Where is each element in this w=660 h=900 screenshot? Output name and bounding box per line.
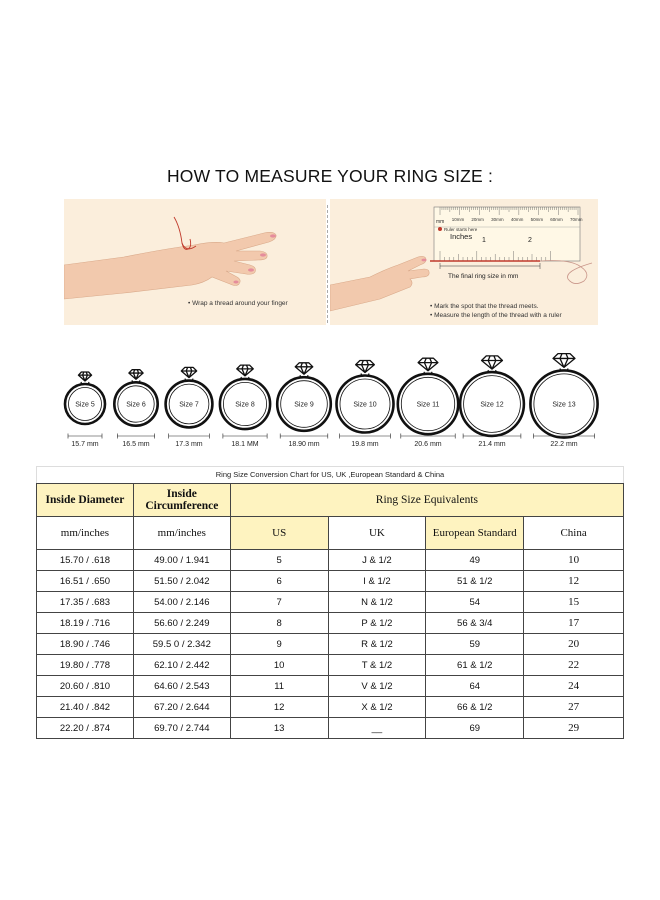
cell-china: 17: [524, 613, 624, 634]
ring-size-label: Size 7: [179, 401, 199, 409]
cell-uk: R & 1/2: [328, 634, 426, 655]
diamond-icon: [237, 365, 254, 376]
ring-item: [460, 356, 524, 448]
mark-spot-caption: • Mark the spot that the thread meets.: [430, 303, 539, 310]
ring-diameter-label: 18.1 MM: [231, 441, 259, 448]
header-china: China: [524, 517, 624, 550]
diamond-icon: [356, 361, 375, 373]
cell-circumference: 59.5 0 / 2.342: [133, 634, 230, 655]
ring-item: [220, 365, 270, 448]
ring-diameter-label: 22.2 mm: [550, 441, 578, 448]
ruler-mm-label: 40mm: [510, 217, 524, 222]
ruler-mm-label: 60mm: [550, 217, 563, 222]
ring-item: [166, 367, 213, 448]
cell-circumference: 62.10 / 2.442: [133, 655, 230, 676]
header-us: US: [230, 517, 328, 550]
cell-us: 9: [230, 634, 328, 655]
cell-diameter: 15.70 / .618: [37, 550, 134, 571]
cell-china: 22: [524, 655, 624, 676]
cell-us: 13: [230, 718, 328, 739]
cell-uk: __: [328, 718, 426, 739]
diamond-icon: [418, 358, 438, 371]
cell-uk: J & 1/2: [328, 550, 426, 571]
ruler-mm-label: 70mm: [570, 217, 583, 222]
cell-us: 5: [230, 550, 328, 571]
cell-us: 8: [230, 613, 328, 634]
ruler-mm-label: 30mm: [491, 217, 504, 222]
ring-diameter-label: 20.6 mm: [414, 441, 442, 448]
ruler-inch-unit: Inches: [450, 232, 473, 241]
dimension-line: [169, 434, 210, 439]
table-row: [37, 550, 624, 571]
cell-china: 24: [524, 676, 624, 697]
ring-size-label: Size 13: [552, 401, 576, 409]
dimension-line: [280, 434, 328, 439]
table-row: [37, 676, 624, 697]
cell-circumference: 67.20 / 2.644: [133, 697, 230, 718]
diamond-icon: [553, 354, 575, 368]
ring-size-table: [36, 483, 624, 739]
cell-uk: T & 1/2: [328, 655, 426, 676]
ring-size-row: [0, 340, 660, 455]
ruler-inch-label-1: 1: [482, 237, 486, 244]
cell-european: 66 & 1/2: [426, 697, 524, 718]
ruler-mm-label: 50mm: [530, 217, 544, 222]
panel-divider: [327, 205, 328, 323]
cell-diameter: 21.40 / .842: [37, 697, 134, 718]
ring-item: [337, 361, 394, 449]
cell-diameter: 19.80 / .778: [37, 655, 134, 676]
ring-diameter-label: 18.90 mm: [288, 441, 320, 448]
cell-diameter: 17.35 / .683: [37, 592, 134, 613]
cell-european: 59: [426, 634, 524, 655]
table-row: [37, 718, 624, 739]
header-inside-diameter: Inside Diameter: [37, 484, 134, 517]
cell-circumference: 51.50 / 2.042: [133, 571, 230, 592]
ruler-inch-label-2: 2: [528, 237, 532, 244]
page-title: HOW TO MEASURE YOUR RING SIZE :: [166, 166, 494, 186]
ring-item: [530, 354, 597, 448]
cell-european: 64: [426, 676, 524, 697]
dimension-line: [463, 434, 521, 439]
cell-uk: V & 1/2: [328, 676, 426, 697]
cell-circumference: 49.00 / 1.941: [133, 550, 230, 571]
wrap-thread-panel: [64, 199, 326, 325]
cell-uk: N & 1/2: [328, 592, 426, 613]
cell-uk: X & 1/2: [328, 697, 426, 718]
measure-thread-caption: • Measure the length of the thread with a ruler: [430, 312, 562, 319]
cell-uk: I & 1/2: [328, 571, 426, 592]
cell-china: 27: [524, 697, 624, 718]
ring-diameter-label: 19.8 mm: [351, 441, 379, 448]
dimension-line: [117, 434, 154, 439]
cell-diameter: 16.51 / .650: [37, 571, 134, 592]
table-row: [37, 613, 624, 634]
cell-diameter: 22.20 / .874: [37, 718, 134, 739]
ring-size-illustrations: [0, 340, 660, 455]
ring-item: [114, 370, 157, 448]
ring-size-label: Size 6: [126, 401, 146, 409]
cell-china: 10: [524, 550, 624, 571]
cell-european: 54: [426, 592, 524, 613]
ring-diameter-label: 15.7 mm: [71, 441, 99, 448]
ring-size-label: Size 5: [75, 401, 95, 409]
cell-diameter: 20.60 / .810: [37, 676, 134, 697]
dimension-line: [223, 434, 267, 439]
cell-china: 12: [524, 571, 624, 592]
ring-item: [277, 363, 331, 448]
table-row: [37, 634, 624, 655]
table-row: [37, 697, 624, 718]
dimension-line: [340, 434, 391, 439]
header-inside-circumference: Inside Circumference: [133, 484, 230, 517]
cell-us: 11: [230, 676, 328, 697]
cell-circumference: 54.00 / 2.146: [133, 592, 230, 613]
diamond-icon: [129, 370, 143, 380]
table-row: [37, 571, 624, 592]
ruler-mm-label: 10mm: [451, 217, 465, 222]
cell-us: 7: [230, 592, 328, 613]
table-row: [37, 655, 624, 676]
cell-diameter: 18.90 / .746: [37, 634, 134, 655]
header-ring-size-equivalents: Ring Size Equivalents: [230, 484, 623, 517]
cell-diameter: 18.19 / .716: [37, 613, 134, 634]
table-row: [37, 592, 624, 613]
chart-caption: Ring Size Conversion Chart for US, UK ,European Standard & China: [36, 466, 624, 483]
cell-european: 56 & 3/4: [426, 613, 524, 634]
cell-us: 10: [230, 655, 328, 676]
table-body: [37, 550, 624, 739]
cell-european: 61 & 1/2: [426, 655, 524, 676]
header-european: European Standard: [426, 517, 524, 550]
diamond-icon: [181, 367, 196, 377]
cell-china: 20: [524, 634, 624, 655]
cell-european: 69: [426, 718, 524, 739]
diamond-icon: [482, 356, 503, 369]
measure-thread-panel: [330, 199, 598, 325]
ruler-mm-label: 20mm: [471, 217, 484, 222]
cell-european: 51 & 1/2: [426, 571, 524, 592]
cell-circumference: 69.70 / 2.744: [133, 718, 230, 739]
cell-china: 29: [524, 718, 624, 739]
ring-item: [398, 358, 458, 448]
final-size-label: The final ring size in mm: [448, 273, 519, 280]
dimension-line: [68, 434, 102, 439]
diamond-icon: [295, 363, 313, 374]
cell-us: 6: [230, 571, 328, 592]
wrap-thread-caption: • Wrap a thread around your finger: [188, 300, 288, 307]
cell-circumference: 56.60 / 2.249: [133, 613, 230, 634]
diamond-icon: [78, 372, 91, 381]
ring-size-label: Size 11: [416, 401, 440, 409]
ruler-mm-unit: mm: [436, 219, 445, 225]
header-diameter-unit: mm/inches: [37, 517, 134, 550]
cell-us: 12: [230, 697, 328, 718]
ruler-start-note: Ruler starts here: [444, 227, 478, 232]
header-circumference-unit: mm/inches: [133, 517, 230, 550]
ring-diameter-label: 17.3 mm: [175, 441, 203, 448]
cell-circumference: 64.60 / 2.543: [133, 676, 230, 697]
ring-size-label: Size 12: [480, 401, 504, 409]
header-uk: UK: [328, 517, 426, 550]
cell-china: 15: [524, 592, 624, 613]
ring-size-label: Size 9: [294, 401, 314, 409]
ring-size-label: Size 10: [353, 401, 377, 409]
ring-diameter-label: 21.4 mm: [478, 441, 506, 448]
cell-uk: P & 1/2: [328, 613, 426, 634]
ring-item: [65, 372, 105, 448]
cell-european: 49: [426, 550, 524, 571]
conversion-chart: [36, 466, 624, 739]
ring-size-label: Size 8: [235, 401, 255, 409]
ring-diameter-label: 16.5 mm: [122, 441, 150, 448]
